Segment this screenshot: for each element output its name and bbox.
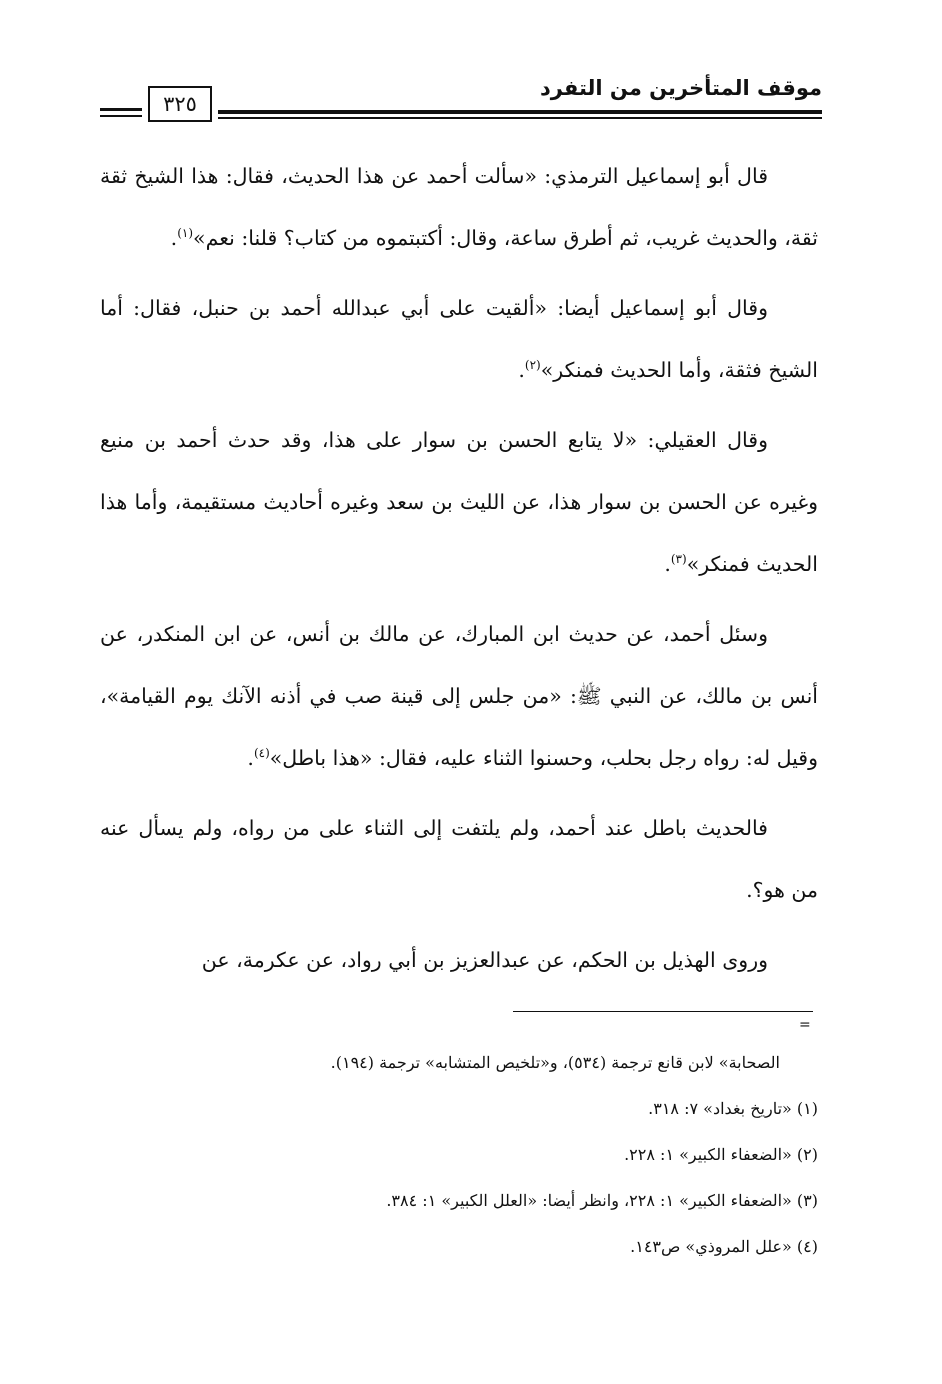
footnote-ref-3: (٣) <box>670 552 687 567</box>
header-rule-thin <box>218 117 822 119</box>
page-header <box>100 70 822 126</box>
page-number: ٣٢٥ <box>148 86 212 122</box>
header-rule-left-thick <box>100 108 142 111</box>
footnote-2: (٢) «الضعفاء الكبير» ١: ٢٢٨. <box>624 1145 818 1164</box>
footnote-ref-2: (٢) <box>524 358 541 373</box>
footnote-3: (٣) «الضعفاء الكبير» ١: ٢٢٨، وانظر أيضا: «العلل الكبير» ١: ٣٨٤. <box>386 1191 818 1210</box>
paragraph-1: قال أبو إسماعيل الترمذي: «سألت أحمد عن هذا الحديث، فقال: هذا الشيخ ثقة ثقة، والحديث غريب، ثم أطرق ساعة، وقال: أكتبتموه من كتاب؟ قلنا: نعم»$^{(١)}$. <box>100 164 818 250</box>
paragraph-6: وروى الهذيل بن الحكم، عن عبدالعزيز بن أبي رواد، عن عكرمة، عن <box>201 948 768 972</box>
header-rule-left-thin <box>100 115 142 117</box>
footnote-4: (٤) «علل المروذي» ص١٤٣. <box>630 1237 818 1256</box>
paragraph-3: وقال العقيلي: «لا يتابع الحسن بن سوار على هذا، وقد حدث أحمد بن منيع وغيره عن الحسن بن سوار هذا، عن الليث بن سعد وغيره أحاديث مستقيمة، وأما هذا الحديث فمنكر»$^{(٣)}$. <box>100 428 818 576</box>
footnotes <box>100 1040 818 1270</box>
header-rule-thick <box>218 110 822 114</box>
footnote-ref-1: (١) <box>177 226 194 241</box>
footnote-separator <box>513 1011 813 1012</box>
footnote-1: (١) «تاريخ بغداد» ٧: ٣١٨. <box>648 1099 818 1118</box>
paragraph-2: وقال أبو إسماعيل أيضا: «ألقيت على أبي عبدالله أحمد بن حنبل، فقال: أما الشيخ فثقة، وأما الحديث فمنكر»$^{(٢)}$. <box>100 296 818 382</box>
body-text <box>100 145 818 999</box>
footnote-continuation: الصحابة» لابن قانع ترجمة (٥٣٤)، و«تلخيص المتشابه» ترجمة (١٩٤). <box>330 1053 780 1072</box>
running-title: موقف المتأخرين من التفرد <box>540 76 822 100</box>
footnote-continuation-mark: = <box>799 1017 811 1033</box>
paragraph-4: وسئل أحمد، عن حديث ابن المبارك، عن مالك بن أنس، عن ابن المنكدر، عن أنس بن مالك، عن النبي ﷺ: «من جلس إلى قينة صب في أذنه الآنك يوم القيامة»، وقيل له: رواه رجل بحلب، وحسنوا الثناء عليه، فقال: «هذا باطل»$^{(٤)}$. <box>100 622 818 770</box>
footnote-ref-4: (٤) <box>253 746 270 761</box>
paragraph-5: فالحديث باطل عند أحمد، ولم يلتفت إلى الثناء على من رواه، ولم يسأل عنه من هو؟. <box>100 816 818 902</box>
